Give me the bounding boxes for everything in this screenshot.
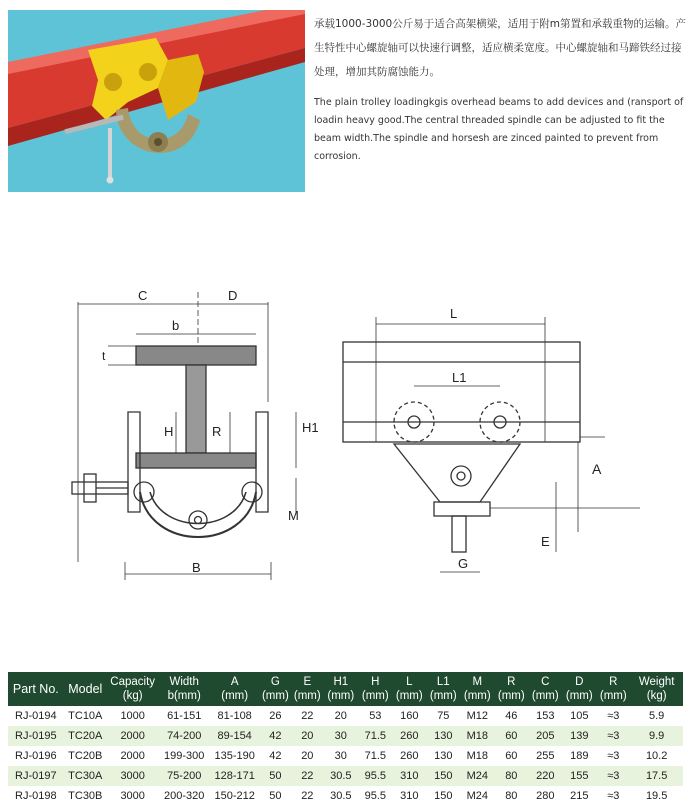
table-cell: 310 bbox=[392, 766, 426, 786]
column-header bbox=[630, 672, 683, 706]
table-cell: 50 bbox=[259, 766, 291, 786]
table-cell: 135-190 bbox=[210, 746, 259, 766]
table-cell: 260 bbox=[392, 746, 426, 766]
column-header-unit: (kg) bbox=[646, 690, 667, 702]
column-header bbox=[494, 672, 528, 706]
table-cell: 200-320 bbox=[158, 786, 210, 806]
table-cell: 280 bbox=[528, 786, 562, 806]
column-header-name: C bbox=[541, 676, 550, 688]
front-view bbox=[72, 292, 296, 580]
column-header-unit: (mm) bbox=[565, 690, 593, 702]
table-cell: 60 bbox=[494, 726, 528, 746]
label-h1: H1 bbox=[302, 420, 319, 435]
table-cell: 2000 bbox=[107, 726, 159, 746]
table-cell: TC30B bbox=[64, 786, 107, 806]
table-cell: 22 bbox=[291, 706, 323, 726]
column-header-unit: (mm) bbox=[327, 690, 355, 702]
table-cell: 260 bbox=[392, 726, 426, 746]
label-m: M bbox=[288, 508, 299, 523]
table-cell: 150 bbox=[426, 786, 460, 806]
description-chinese: 承载1000-3000公斤易于适合高架横梁，适用于附m第置和承载重物的运输。产生特性中心螺旋轴可以快速行调整，适应横柔宽度。中心螺旋轴和马蹄铁经过接处理，增加其防腐蚀能力。 bbox=[314, 18, 686, 78]
table-cell: 220 bbox=[528, 766, 562, 786]
label-b-width: B bbox=[192, 560, 201, 575]
column-header-unit: (mm) bbox=[497, 690, 525, 702]
column-header-name: L1 bbox=[436, 676, 450, 688]
table-cell: 42 bbox=[259, 746, 291, 766]
column-header-unit: (mm) bbox=[599, 690, 627, 702]
column-header-unit: (mm) bbox=[261, 690, 289, 702]
table-cell: 205 bbox=[528, 726, 562, 746]
table-cell: 71.5 bbox=[358, 726, 392, 746]
column-header-unit: (mm) bbox=[293, 690, 321, 702]
product-description bbox=[314, 12, 686, 166]
table-cell: 20 bbox=[291, 746, 323, 766]
table-cell: TC10A bbox=[64, 706, 107, 726]
table-cell: TC20B bbox=[64, 746, 107, 766]
column-header-name: Width bbox=[169, 676, 199, 688]
column-header bbox=[259, 672, 291, 706]
column-header bbox=[291, 672, 323, 706]
column-header bbox=[596, 672, 630, 706]
label-l: L bbox=[450, 306, 458, 321]
table-cell: 128-171 bbox=[210, 766, 259, 786]
table-cell: 189 bbox=[562, 746, 596, 766]
column-header-name: Model bbox=[68, 682, 103, 696]
column-header-unit: b(mm) bbox=[167, 690, 201, 702]
table-header-row bbox=[8, 672, 683, 706]
trolley-photo-illustration bbox=[8, 10, 305, 192]
table-cell: 30 bbox=[323, 746, 358, 766]
table-cell: 30.5 bbox=[323, 766, 358, 786]
label-l1: L1 bbox=[452, 370, 467, 385]
table-cell: 130 bbox=[426, 726, 460, 746]
table-cell: 30.5 bbox=[323, 786, 358, 806]
column-header-name: M bbox=[472, 676, 483, 688]
table-cell: 60 bbox=[494, 746, 528, 766]
table-cell: 1000 bbox=[107, 706, 159, 726]
column-header bbox=[323, 672, 358, 706]
table-cell: 17.5 bbox=[630, 766, 683, 786]
side-view bbox=[343, 317, 640, 572]
table-cell: 19.5 bbox=[630, 786, 683, 806]
table-cell: 255 bbox=[528, 746, 562, 766]
column-header-name: Capacity bbox=[110, 676, 156, 688]
table-cell: 42 bbox=[259, 726, 291, 746]
side-view-labels bbox=[450, 306, 602, 571]
table-cell: 215 bbox=[562, 786, 596, 806]
table-cell: ≈3 bbox=[596, 746, 630, 766]
column-header-name: L bbox=[406, 676, 413, 688]
table-cell: 3000 bbox=[107, 786, 159, 806]
table-cell: M24 bbox=[460, 766, 494, 786]
technical-drawing bbox=[0, 262, 690, 592]
column-header bbox=[528, 672, 562, 706]
table-cell: 46 bbox=[494, 706, 528, 726]
table-cell: 310 bbox=[392, 786, 426, 806]
product-photo bbox=[8, 10, 305, 192]
table-cell: 81-108 bbox=[210, 706, 259, 726]
table-cell: 74-200 bbox=[158, 726, 210, 746]
table-cell: 155 bbox=[562, 766, 596, 786]
table-cell: 89-154 bbox=[210, 726, 259, 746]
column-header bbox=[107, 672, 159, 706]
table-cell: 105 bbox=[562, 706, 596, 726]
table-row bbox=[8, 706, 683, 726]
column-header bbox=[64, 672, 107, 706]
table-cell: TC20A bbox=[64, 726, 107, 746]
table-cell: RJ-0195 bbox=[8, 726, 64, 746]
table-cell: 95.5 bbox=[358, 766, 392, 786]
column-header-unit: (kg) bbox=[122, 690, 143, 702]
column-header-name: Weight bbox=[638, 676, 675, 688]
column-header-name: D bbox=[575, 676, 584, 688]
table-cell: 20 bbox=[291, 726, 323, 746]
table-cell: 22 bbox=[291, 766, 323, 786]
column-header bbox=[8, 672, 64, 706]
front-view-labels bbox=[102, 288, 319, 575]
table-cell: 153 bbox=[528, 706, 562, 726]
table-cell: 30 bbox=[323, 726, 358, 746]
label-a: A bbox=[592, 461, 602, 477]
table-cell: RJ-0197 bbox=[8, 766, 64, 786]
table-row bbox=[8, 786, 683, 806]
column-header-name: E bbox=[303, 676, 312, 688]
table-cell: 10.2 bbox=[630, 746, 683, 766]
table-cell: 71.5 bbox=[358, 746, 392, 766]
column-header-name: A bbox=[230, 676, 239, 688]
column-header-unit: (mm) bbox=[361, 690, 389, 702]
table-cell: 80 bbox=[494, 766, 528, 786]
description-english: The plain trolley loadingkgis overhead beams to add devices and (ransport of loadin heavy good.The central threaded spindle can be adjusted to fit the beam width.The spindle and horsesh are zinced painted to prevent from corrosion. bbox=[314, 97, 684, 162]
table-cell: RJ-0198 bbox=[8, 786, 64, 806]
table-cell: M18 bbox=[460, 726, 494, 746]
label-g: G bbox=[458, 556, 469, 571]
table-cell: 75-200 bbox=[158, 766, 210, 786]
label-c: C bbox=[138, 288, 148, 303]
table-cell: 2000 bbox=[107, 746, 159, 766]
table-cell: ≈3 bbox=[596, 706, 630, 726]
table-cell: TC30A bbox=[64, 766, 107, 786]
column-header bbox=[158, 672, 210, 706]
table-row bbox=[8, 766, 683, 786]
label-r: R bbox=[212, 424, 222, 439]
table-cell: 95.5 bbox=[358, 786, 392, 806]
column-header bbox=[426, 672, 460, 706]
table-cell: 53 bbox=[358, 706, 392, 726]
column-header bbox=[460, 672, 494, 706]
table-cell: ≈3 bbox=[596, 726, 630, 746]
label-h: H bbox=[164, 424, 174, 439]
table-cell: M24 bbox=[460, 786, 494, 806]
column-header bbox=[562, 672, 596, 706]
table-cell: 150 bbox=[426, 766, 460, 786]
table-cell: ≈3 bbox=[596, 766, 630, 786]
table-cell: 139 bbox=[562, 726, 596, 746]
column-header-unit: (mm) bbox=[531, 690, 559, 702]
column-header-name: H bbox=[371, 676, 380, 688]
table-cell: 199-300 bbox=[158, 746, 210, 766]
table-cell: ≈3 bbox=[596, 786, 630, 806]
column-header-name: R bbox=[609, 676, 618, 688]
table-cell: 26 bbox=[259, 706, 291, 726]
column-header-unit: (mm) bbox=[463, 690, 491, 702]
table-cell: 5.9 bbox=[630, 706, 683, 726]
column-header-name: R bbox=[507, 676, 516, 688]
table-row bbox=[8, 746, 683, 766]
label-d: D bbox=[228, 288, 238, 303]
table-row bbox=[8, 726, 683, 746]
column-header-name: H1 bbox=[333, 676, 349, 688]
column-header-unit: (mm) bbox=[221, 690, 249, 702]
label-e: E bbox=[541, 534, 550, 549]
table-cell: 80 bbox=[494, 786, 528, 806]
column-header bbox=[358, 672, 392, 706]
column-header-unit: (mm) bbox=[395, 690, 423, 702]
label-b: b bbox=[172, 318, 180, 333]
table-cell: 160 bbox=[392, 706, 426, 726]
table-cell: 22 bbox=[291, 786, 323, 806]
table-cell: 20 bbox=[323, 706, 358, 726]
table-cell: M18 bbox=[460, 746, 494, 766]
column-header bbox=[392, 672, 426, 706]
table-cell: RJ-0194 bbox=[8, 706, 64, 726]
column-header bbox=[210, 672, 259, 706]
table-cell: M12 bbox=[460, 706, 494, 726]
column-header-name: G bbox=[270, 676, 280, 688]
table-cell: 130 bbox=[426, 746, 460, 766]
table-cell: 61-151 bbox=[158, 706, 210, 726]
column-header-unit: (mm) bbox=[429, 690, 457, 702]
table-cell: 75 bbox=[426, 706, 460, 726]
column-header-name: Part No. bbox=[12, 682, 59, 696]
specification-table bbox=[8, 672, 683, 806]
table-cell: 50 bbox=[259, 786, 291, 806]
table-cell: 150-212 bbox=[210, 786, 259, 806]
table-cell: 9.9 bbox=[630, 726, 683, 746]
label-t: t bbox=[102, 349, 106, 363]
table-cell: RJ-0196 bbox=[8, 746, 64, 766]
table-cell: 3000 bbox=[107, 766, 159, 786]
